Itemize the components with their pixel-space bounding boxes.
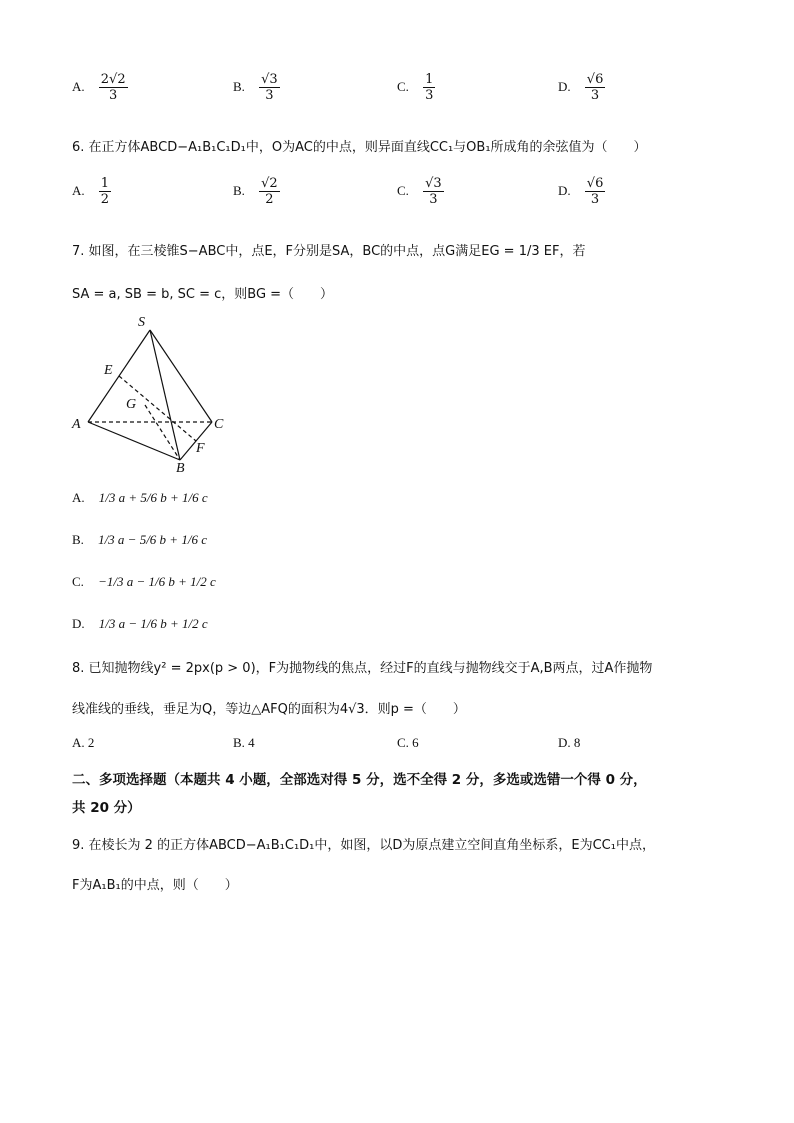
option-expression: −1/3 a − 1/6 b + 1/2 c	[98, 574, 216, 589]
q6-option-a	[72, 176, 111, 207]
option-expression: 1/3 a + 5/6 b + 1/6 c	[98, 490, 208, 505]
denominator: 3	[425, 88, 434, 103]
q8-stem-line2: 线准线的垂线，垂足为Q，等边△AFQ的面积为4√3．则p =（ ）	[72, 702, 466, 717]
q5-option-c	[397, 72, 435, 103]
fraction	[423, 176, 444, 207]
denominator: 2	[265, 192, 274, 207]
q8-stem-line1: 8. 已知抛物线y² = 2px(p > 0)，F为抛物线的焦点，经过F的直线与抛物线交于A,B两点，过A作抛物	[72, 661, 653, 676]
label-F: F	[196, 441, 205, 456]
label-S: S	[138, 315, 145, 330]
q8-option-b: B. 4	[233, 735, 255, 750]
label-B: B	[176, 461, 185, 472]
denominator: 3	[590, 88, 600, 103]
option-label: B.	[233, 79, 245, 94]
denominator: 3	[429, 192, 438, 207]
q8-option-a: A. 2	[72, 735, 95, 750]
fraction	[585, 72, 606, 103]
q5-option-a	[72, 72, 128, 103]
option-label: D.	[558, 183, 571, 198]
label-A: A	[72, 417, 81, 432]
option-label: B.	[72, 532, 84, 547]
option-label: A.	[72, 490, 85, 505]
numerator: √3	[261, 72, 278, 87]
q5-option-d	[558, 72, 605, 103]
section2-heading-line1: 二、多项选择题（本题共 4 小题，全部选对得 5 分，选不全得 2 分，多选或选错一个得 0 分，	[72, 772, 647, 788]
q7-option-b	[72, 532, 207, 548]
q7-option-c	[72, 574, 216, 590]
numerator: 2√2	[100, 72, 126, 87]
denominator: 3	[590, 192, 600, 207]
q8-option-c: C. 6	[397, 735, 419, 750]
fraction	[99, 72, 128, 103]
section2-heading-line2: 共 20 分）	[72, 800, 141, 816]
q6-stem: 6. 在正方体ABCD−A₁B₁C₁D₁中，O为AC的中点，则异面直线CC₁与OB₁所成角的余弦值为（ ）	[72, 140, 647, 155]
q7-option-a	[72, 490, 208, 506]
option-expression: 1/3 a − 5/6 b + 1/6 c	[98, 532, 207, 547]
numerator: √3	[425, 176, 442, 191]
option-label: D.	[72, 616, 85, 631]
q6-option-b	[233, 176, 280, 207]
edge-SC	[150, 330, 212, 422]
option-label: B.	[233, 183, 245, 198]
q8-option-d: D. 8	[558, 735, 581, 750]
fraction	[585, 176, 606, 207]
option-label: A.	[72, 79, 85, 94]
q7-stem-line1: 7. 如图，在三棱锥S−ABC中，点E，F分别是SA，BC的中点，点G满足EG = 1/3 EF，若	[72, 244, 586, 259]
q6-option-c	[397, 176, 444, 207]
option-label: A.	[72, 183, 85, 198]
option-label: C.	[72, 574, 84, 589]
denominator: 3	[109, 88, 118, 103]
option-label: C.	[397, 79, 409, 94]
denominator: 2	[100, 192, 110, 207]
q7-stem-line2: SA = a, SB = b, SC = c，则BG =（ ）	[72, 287, 334, 302]
q9-stem-line1: 9. 在棱长为 2 的正方体ABCD−A₁B₁C₁D₁中，如图，以D为原点建立空间直角坐标系，E为CC₁中点，	[72, 838, 655, 853]
option-expression: 1/3 a − 1/6 b + 1/2 c	[98, 616, 208, 631]
edge-AB	[88, 422, 180, 460]
fraction	[423, 72, 435, 103]
q6-option-d	[558, 176, 605, 207]
tetrahedron-figure	[70, 312, 230, 472]
numerator: 1	[425, 72, 434, 87]
q9-stem-line2: F为A₁B₁的中点，则（ ）	[72, 878, 238, 893]
option-label: D.	[558, 79, 571, 94]
option-label: C.	[397, 183, 409, 198]
numerator: √6	[586, 72, 604, 87]
denominator: 3	[265, 88, 274, 103]
numerator: 1	[100, 176, 110, 191]
fraction	[259, 176, 280, 207]
fraction	[259, 72, 280, 103]
fraction	[99, 176, 111, 207]
label-G: G	[126, 397, 137, 412]
label-C: C	[214, 417, 224, 432]
q7-option-d	[72, 616, 208, 632]
edge-SB	[150, 330, 180, 460]
label-E: E	[104, 363, 113, 378]
numerator: √6	[586, 176, 604, 191]
q5-option-b	[233, 72, 280, 103]
numerator: √2	[261, 176, 278, 191]
